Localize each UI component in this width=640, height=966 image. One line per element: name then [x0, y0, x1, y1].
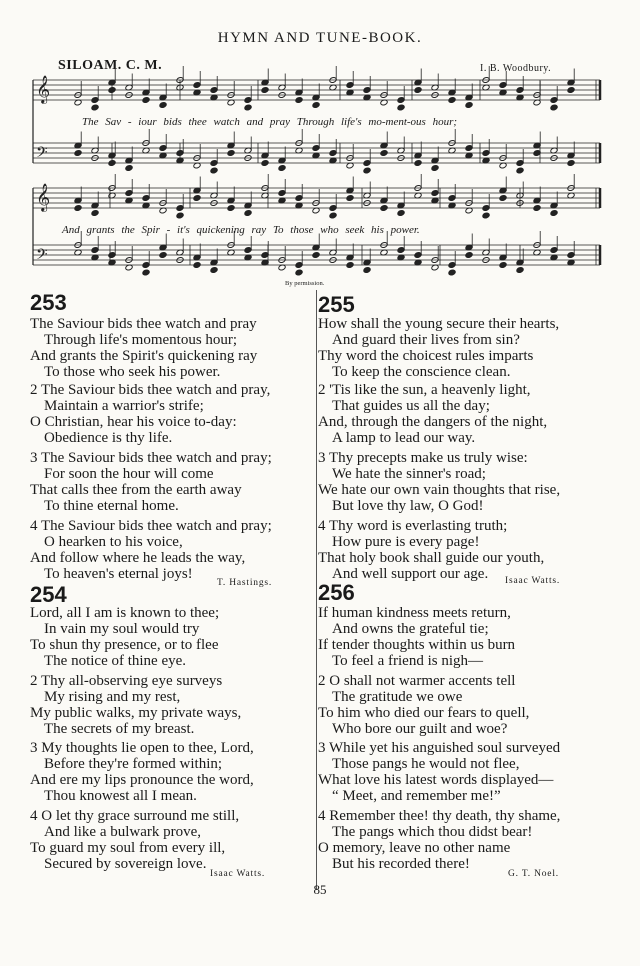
- tune-composer: I. B. Woodbury.: [480, 63, 552, 74]
- verse-line: For soon the hour will come: [44, 466, 214, 482]
- verse-line: O memory, leave no other name: [318, 840, 511, 856]
- hymn-author: Isaac Watts.: [505, 576, 561, 586]
- verse-line: The gratitude we owe: [332, 689, 463, 705]
- verse-line: In vain my soul would try: [44, 621, 200, 637]
- verse-line: And well support our age.: [332, 566, 489, 582]
- verse-line: That guides us all the day;: [332, 398, 490, 414]
- verse-line: How shall the young secure their hearts,: [318, 316, 560, 332]
- hymn-stanza: [318, 605, 515, 669]
- verse-line: Thy word the choicest rules imparts: [318, 348, 534, 364]
- tune-lyric-line-2: And grants the Spir - it's quickening ray To those who seek his power.: [62, 224, 420, 236]
- verse-line: The secrets of my breast.: [44, 721, 195, 737]
- verse-line: Who bore our guilt and woe?: [332, 721, 508, 737]
- tune-name: SILOAM. C. M.: [58, 58, 163, 73]
- verse-line: That holy book shall guide our youth,: [318, 550, 545, 566]
- verse-line: 3 My thoughts lie open to thee, Lord,: [30, 740, 254, 756]
- verse-line: The pangs which thou didst bear!: [332, 824, 533, 840]
- verse-line: How pure is every page!: [332, 534, 480, 550]
- verse-line: And owns the grateful tie;: [332, 621, 489, 637]
- verse-line: My rising and my rest,: [44, 689, 181, 705]
- verse-line: 3 The Saviour bids thee watch and pray;: [30, 450, 272, 466]
- music-score: [0, 0, 640, 290]
- verse-line: Thou knowest all I mean.: [44, 788, 197, 804]
- hymn-author: Isaac Watts.: [210, 869, 266, 879]
- hymn-stanza: [30, 808, 239, 872]
- verse-line: 2 'Tis like the sun, a heavenly light,: [318, 382, 531, 398]
- column-divider: [316, 290, 317, 890]
- verse-line: A lamp to lead our way.: [332, 430, 476, 446]
- verse-line: The notice of thine eye.: [44, 653, 187, 669]
- hymn-stanza: [318, 673, 529, 737]
- verse-line: And guard their lives from sin?: [332, 332, 520, 348]
- verse-line: 2 Thy all-observing eye surveys: [30, 673, 223, 689]
- verse-line: 4 The Saviour bids thee watch and pray;: [30, 518, 272, 534]
- svg-text:𝄢: 𝄢: [36, 144, 48, 165]
- verse-line: But his recorded there!: [332, 856, 470, 872]
- hymn-stanza: [30, 673, 241, 737]
- hymn-number: 254: [30, 582, 67, 607]
- verse-line: To heaven's eternal joys!: [44, 566, 193, 582]
- hymn-stanza: [318, 450, 560, 514]
- hymn-stanza: [30, 605, 219, 669]
- hymn-number: 256: [318, 580, 355, 605]
- verse-line: To those who seek his power.: [44, 364, 221, 380]
- verse-line: But love thy law, O God!: [332, 498, 484, 514]
- verse-line: To guard my soul from every ill,: [30, 840, 226, 856]
- hymn-stanza: [318, 740, 560, 804]
- verse-line: And like a bulwark prove,: [44, 824, 202, 840]
- verse-line: Through life's momentous hour;: [44, 332, 238, 348]
- hymn-stanza: [318, 808, 560, 872]
- verse-line: 2 The Saviour bids thee watch and pray,: [30, 382, 271, 398]
- hymn-stanza: [30, 316, 257, 380]
- hymn-author: T. Hastings.: [217, 578, 273, 588]
- hymn-stanza: [318, 316, 559, 380]
- verse-line: If tender thoughts within us burn: [318, 637, 516, 653]
- verse-line: Obedience is thy life.: [44, 430, 173, 446]
- verse-line: Those pangs he would not flee,: [332, 756, 520, 772]
- tune-lyric-line-1: The Sav - iour bids thee watch and pray Through life's mo-ment-ous hour;: [82, 116, 458, 128]
- verse-line: Secured by sovereign love.: [44, 856, 207, 872]
- verse-line: And grants the Spirit's quickening ray: [30, 348, 258, 364]
- hymn-number: 253: [30, 290, 67, 315]
- verse-line: “ Meet, and remember me!”: [332, 788, 501, 804]
- verse-line: 3 While yet his anguished soul surveyed: [318, 740, 561, 756]
- verse-line: We hate our own vain thoughts that rise,: [318, 482, 561, 498]
- hymn-stanza: [30, 740, 254, 804]
- hymn-author: G. T. Noel.: [508, 869, 559, 879]
- permission-note: By permission.: [285, 280, 325, 287]
- verse-line: If human kindness meets return,: [318, 605, 511, 621]
- verse-line: My public walks, my private ways,: [30, 705, 242, 721]
- hymn-stanza: [30, 518, 272, 582]
- verse-line: That calls thee from the earth away: [30, 482, 242, 498]
- verse-line: 3 Thy precepts make us truly wise:: [318, 450, 528, 466]
- verse-line: And, through the dangers of the night,: [318, 414, 548, 430]
- verse-line: Maintain a warrior's strife;: [44, 398, 204, 414]
- verse-line: To feel a friend is nigh—: [332, 653, 483, 669]
- verse-line: To him who died our fears to quell,: [318, 705, 530, 721]
- verse-line: O hearken to his voice,: [44, 534, 183, 550]
- hymn-number: 255: [318, 292, 355, 317]
- verse-line: 2 O shall not warmer accents tell: [318, 673, 516, 689]
- svg-text:𝄞: 𝄞: [36, 183, 51, 211]
- verse-line: 4 Remember thee! thy death, thy shame,: [318, 808, 561, 824]
- verse-line: We hate the sinner's road;: [332, 466, 486, 482]
- verse-line: To shun thy presence, or to flee: [30, 637, 219, 653]
- hymn-stanza: [30, 382, 270, 446]
- svg-text:𝄞: 𝄞: [36, 75, 51, 103]
- verse-line: And follow where he leads the way,: [30, 550, 246, 566]
- verse-line: Before they're formed within;: [44, 756, 223, 772]
- hymn-stanza: [318, 382, 547, 446]
- verse-line: What love his latest words displayed—: [318, 772, 554, 788]
- verse-line: To thine eternal home.: [44, 498, 179, 514]
- verse-line: The Saviour bids thee watch and pray: [30, 316, 257, 332]
- svg-text:𝄢: 𝄢: [36, 246, 48, 267]
- verse-line: 4 O let thy grace surround me still,: [30, 808, 240, 824]
- page-number: 85: [313, 882, 327, 897]
- page-header: HYMN AND TUNE-BOOK.: [217, 30, 423, 46]
- verse-line: O Christian, hear his voice to-day:: [30, 414, 237, 430]
- verse-line: Lord, all I am is known to thee;: [30, 605, 220, 621]
- hymn-stanza: [318, 518, 544, 582]
- hymn-stanza: [30, 450, 272, 514]
- verse-line: 4 Thy word is everlasting truth;: [318, 518, 508, 534]
- verse-line: And ere my lips pronounce the word,: [30, 772, 254, 788]
- verse-line: To keep the conscience clean.: [332, 364, 511, 380]
